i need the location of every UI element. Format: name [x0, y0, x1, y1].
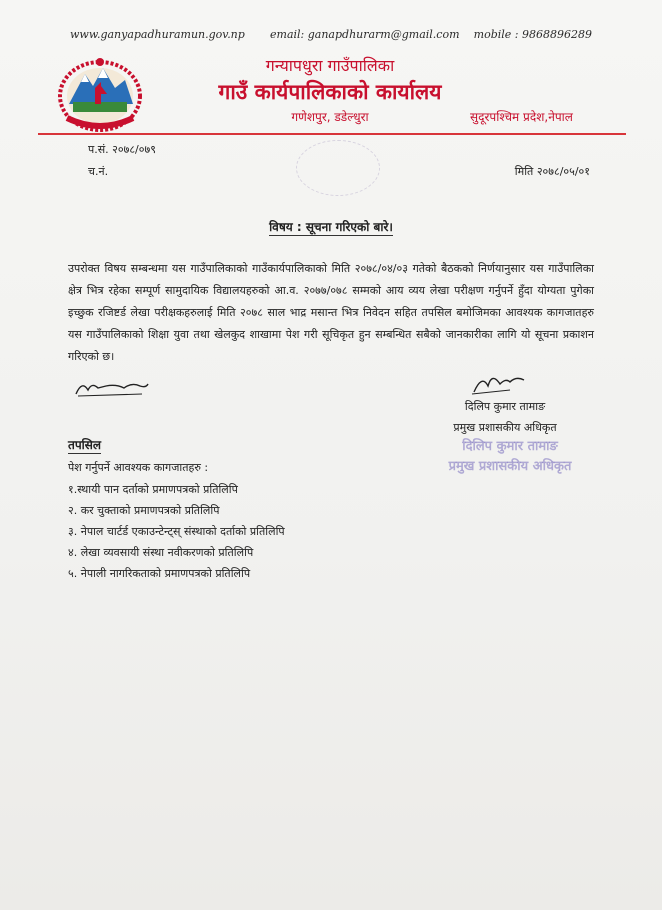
email-link[interactable]: email: ganapdhurarm@gmail.com: [270, 28, 460, 41]
signatory-name: दिलिप कुमार तामाङ: [464, 400, 546, 413]
dispatch-number: च.नं.: [88, 165, 109, 178]
list-item: ५. नेपाली नागरिकताको प्रमाणपत्रको प्रतिलिपि: [68, 567, 251, 580]
left-signature-icon: [72, 376, 152, 400]
website-link[interactable]: www.ganyapadhuramun.gov.np: [70, 28, 245, 41]
office-address: गणेशपुर, डडेल्धुरा: [291, 110, 369, 124]
enclosure-heading: तपसिल: [68, 438, 102, 452]
municipality-name: गन्यापधुरा गाउँपालिका: [265, 56, 395, 75]
stamp-designation: प्रमुख प्रशासकीय अधिकृत: [448, 459, 572, 474]
signatory-designation: प्रमुख प्रशासकीय अधिकृत: [453, 421, 557, 434]
letter-date: मिति २०७८/०५/०१: [514, 165, 590, 178]
letter-number: प.सं. २०७८/०७९: [88, 143, 156, 156]
stamp-name: दिलिप कुमार तामाङ: [462, 439, 558, 454]
province-name: सुदूरपश्चिम प्रदेश,नेपाल: [470, 110, 573, 124]
list-item: ४. लेखा व्यवसायी संस्था नवीकरणको प्रतिलिपि: [68, 546, 254, 559]
mobile-number: mobile : 9868896289: [473, 28, 592, 41]
header-divider: [38, 133, 626, 135]
faint-office-seal-icon: [296, 140, 380, 196]
right-signature-icon: [470, 370, 530, 396]
subject-text: विषय : सूचना गरिएको बारे।: [269, 220, 393, 234]
nepal-emblem-icon: [55, 52, 145, 134]
enclosure-list: [68, 479, 285, 584]
enclosure-intro: पेश गर्नुपर्ने आवश्यक कागजातहरु :: [68, 461, 209, 474]
list-item: ३. नेपाल चार्टर्ड एकाउन्टेन्ट्स् संस्थाको दर्ताको प्रतिलिपि: [68, 525, 285, 538]
list-item: १.स्थायी पान दर्ताको प्रमाणपत्रको प्रतिलिपि: [68, 483, 238, 496]
office-name: गाउँ कार्यपालिकाको कार्यालय: [218, 80, 442, 104]
notice-body: उपरोक्त विषय सम्बन्धमा यस गाउँपालिकाको गाउँकार्यपालिकाको मिति २०७८/०४/०३ गतेको बैठकको निर्णयानुसार यस गाउँपालिका क्षेत्र भित्र रहेका सम्पूर्ण सामुदायिक विद्यालयहरुको आ.व. २०७७/०७८ सम्मको आय व्यय लेखा परीक्षण गर्नुपर्ने हुँदा योग्यता पुगेका इच्छुक रजिष्टर्ड लेखा परीक्षकहरुलाई मिति २०७८ साल भाद्र मसान्त भित्र निवेदन सहित तपसिल बमोजिमका आवश्यक कागजातहरु यस गाउँपालिकाको शिक्षा युवा तथा खेलकुद शाखामा पेश गरी सूचिकृत हुन सम्बन्धित सबैको जानकारीका लागि यो सूचना प्रकाशन गरिएको छ।: [68, 262, 594, 363]
list-item: २. कर चुक्ताको प्रमाणपत्रको प्रतिलिपि: [68, 504, 220, 517]
subject-line: [0, 218, 662, 235]
